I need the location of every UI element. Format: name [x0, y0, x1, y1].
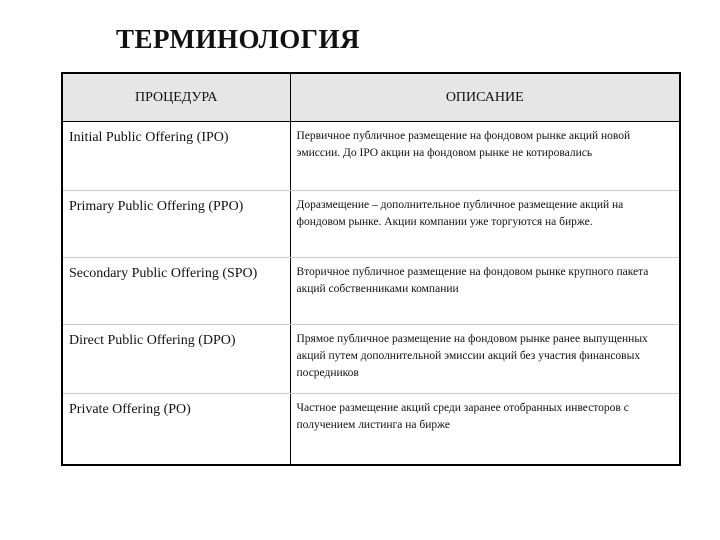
term-cell: [62, 325, 290, 394]
description-cell: [290, 394, 680, 465]
table-row: [62, 191, 680, 258]
terminology-table: [61, 72, 681, 466]
table-row: [62, 258, 680, 325]
table-header-row: [62, 73, 680, 122]
table-row: [62, 325, 680, 394]
description-cell: [290, 325, 680, 394]
table-row: [62, 394, 680, 465]
term-cell: [62, 258, 290, 325]
term-text: Primary Public Offering (PPO): [69, 199, 244, 214]
description-text: Первичное публичное размещение на фондовом рынке акций новой эмиссии. До IPO акции на фондовом рынке не котировались: [296, 130, 631, 159]
description-text: Частное размещение акций среди заранее отобранных инвесторов с получением листинга на бирже: [296, 402, 629, 431]
description-cell: [290, 191, 680, 258]
description-text: Вторичное публичное размещение на фондовом рынке крупного пакета акций собственниками компании: [296, 266, 649, 295]
term-cell: [62, 394, 290, 465]
description-cell: [290, 122, 680, 191]
term-text: Secondary Public Offering (SPO): [69, 266, 258, 281]
term-text: Direct Public Offering (DPO): [69, 333, 236, 348]
description-cell: [290, 258, 680, 325]
description-text: Доразмещение – дополнительное публичное размещение акций на фондовом рынке. Акции компании уже торгуются на бирже.: [296, 199, 624, 228]
page-title: ТЕРМИНОЛОГИЯ: [116, 24, 360, 54]
description-text: Прямое публичное размещение на фондовом рынке ранее выпущенных акций путем дополнительной эмиссии акций без участия финансовых посредников: [296, 333, 648, 379]
term-text: Private Offering (PO): [69, 402, 191, 417]
term-text: Initial Public Offering (IPO): [69, 130, 229, 145]
term-cell: [62, 191, 290, 258]
table-row: [62, 122, 680, 191]
column-header-procedure: ПРОЦЕДУРА: [62, 73, 290, 122]
term-cell: [62, 122, 290, 191]
column-header-description: ОПИСАНИЕ: [290, 73, 680, 122]
